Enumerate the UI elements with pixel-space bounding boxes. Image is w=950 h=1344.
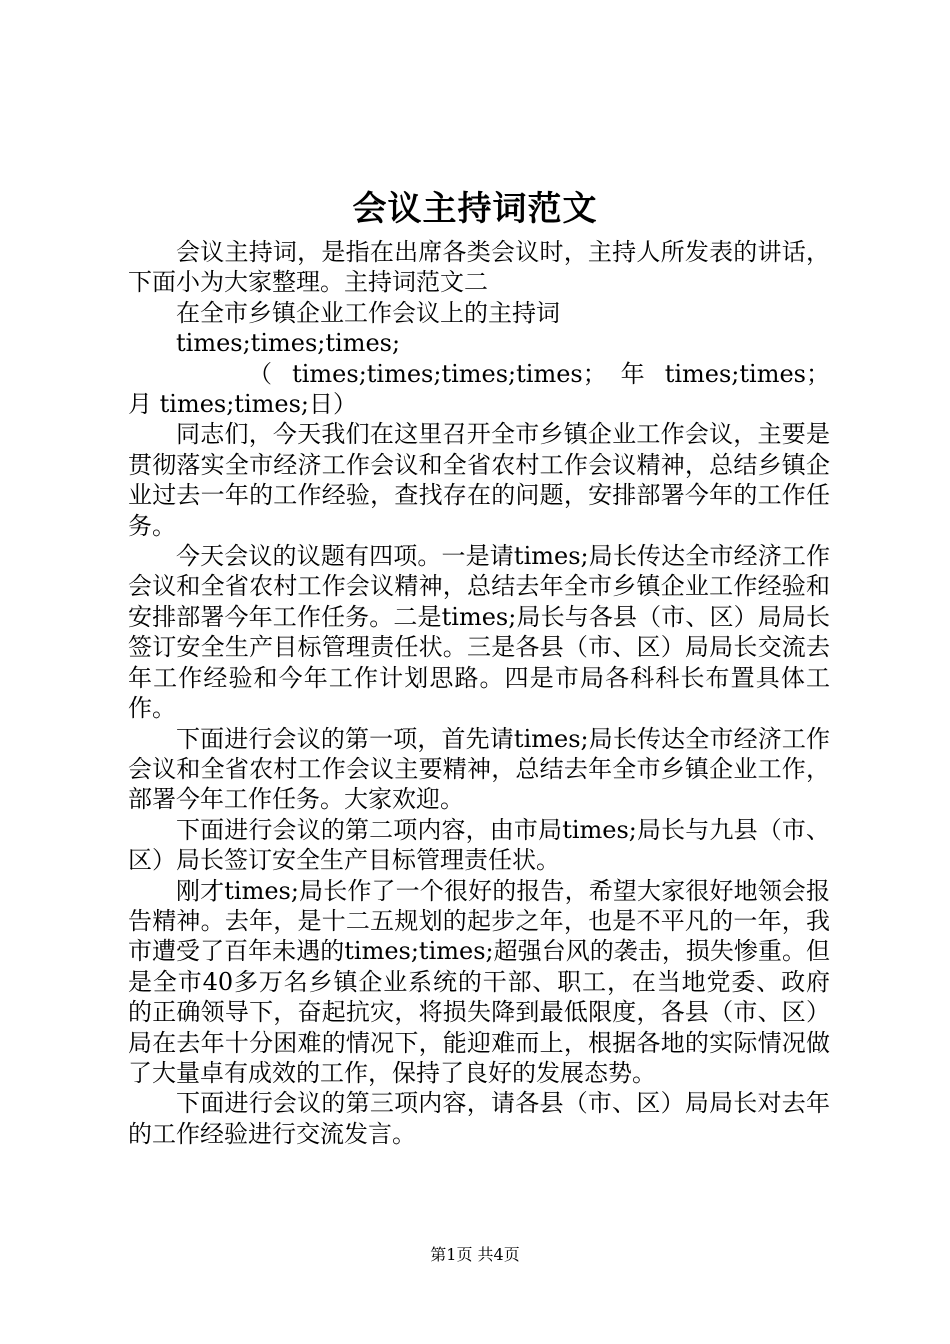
paragraph-opening: 同志们，今天我们在这里召开全市乡镇企业工作会议，主要是贯彻落实全市经济工作会议和全省农村工作会议精神，总结乡镇企业过去一年的工作经验，查找存在的问题，安排部署今年的工作任务。 bbox=[128, 420, 830, 540]
paragraph-item-three: 下面进行会议的第三项内容，请各县（市、区）局局长对去年的工作经验进行交流发言。 bbox=[128, 1089, 830, 1148]
paragraph-item-two: 下面进行会议的第二项内容，由市局times;局长与九县（市、区）局长签订安全生产目标管理责任状。 bbox=[128, 815, 830, 875]
paragraph-subtitle: 在全市乡镇企业工作会议上的主持词 bbox=[176, 298, 560, 327]
document-body bbox=[128, 237, 830, 1149]
page-footer: 第1页 共4页 bbox=[430, 1245, 520, 1264]
paragraph-placeholder: times;times;times; bbox=[176, 329, 401, 358]
paragraph-intro: 会议主持词，是指在出席各类会议时，主持人所发表的讲话，下面小为大家整理。主持词范文二 bbox=[128, 238, 830, 297]
paragraph-review: 刚才times;局长作了一个很好的报告，希望大家很好地领会报告精神。去年，是十二五规划的起步之年，也是不平凡的一年，我市遭受了百年未遇的times;times;超强台风的袭击，损失惨重。但是全市40多万名乡镇企业系统的干部、职工，在当地党委、政府的正确领导下，奋起抗灾，将损失降到最低限度，各县（市、区）局在去年十分困难的情况下，能迎难而上，根据各地的实际情况做了大量卓有成效的工作，保持了良好的发展态势。 bbox=[128, 876, 830, 1087]
paragraph-agenda: 今天会议的议题有四项。一是请times;局长传达全市经济工作会议和全省农村工作会议精神，总结去年全市乡镇企业工作经验和安排部署今年工作任务。二是times;局长与各县（市、区）局局长签订安全生产目标管理责任状。三是各县（市、区）局局长交流去年工作经验和今年工作计划思路。四是市局各科科长布置具体工作。 bbox=[128, 542, 830, 723]
paragraph-item-one: 下面进行会议的第一项，首先请times;局长传达全市经济工作会议和全省农村工作会议主要精神，总结去年全市乡镇企业工作，部署今年工作任务。大家欢迎。 bbox=[128, 724, 830, 814]
paragraph-date: （ times;times;times;times； 年 times;times； 月 times;times;日） bbox=[128, 359, 830, 419]
document-title: 会议主持词范文 bbox=[352, 189, 598, 229]
